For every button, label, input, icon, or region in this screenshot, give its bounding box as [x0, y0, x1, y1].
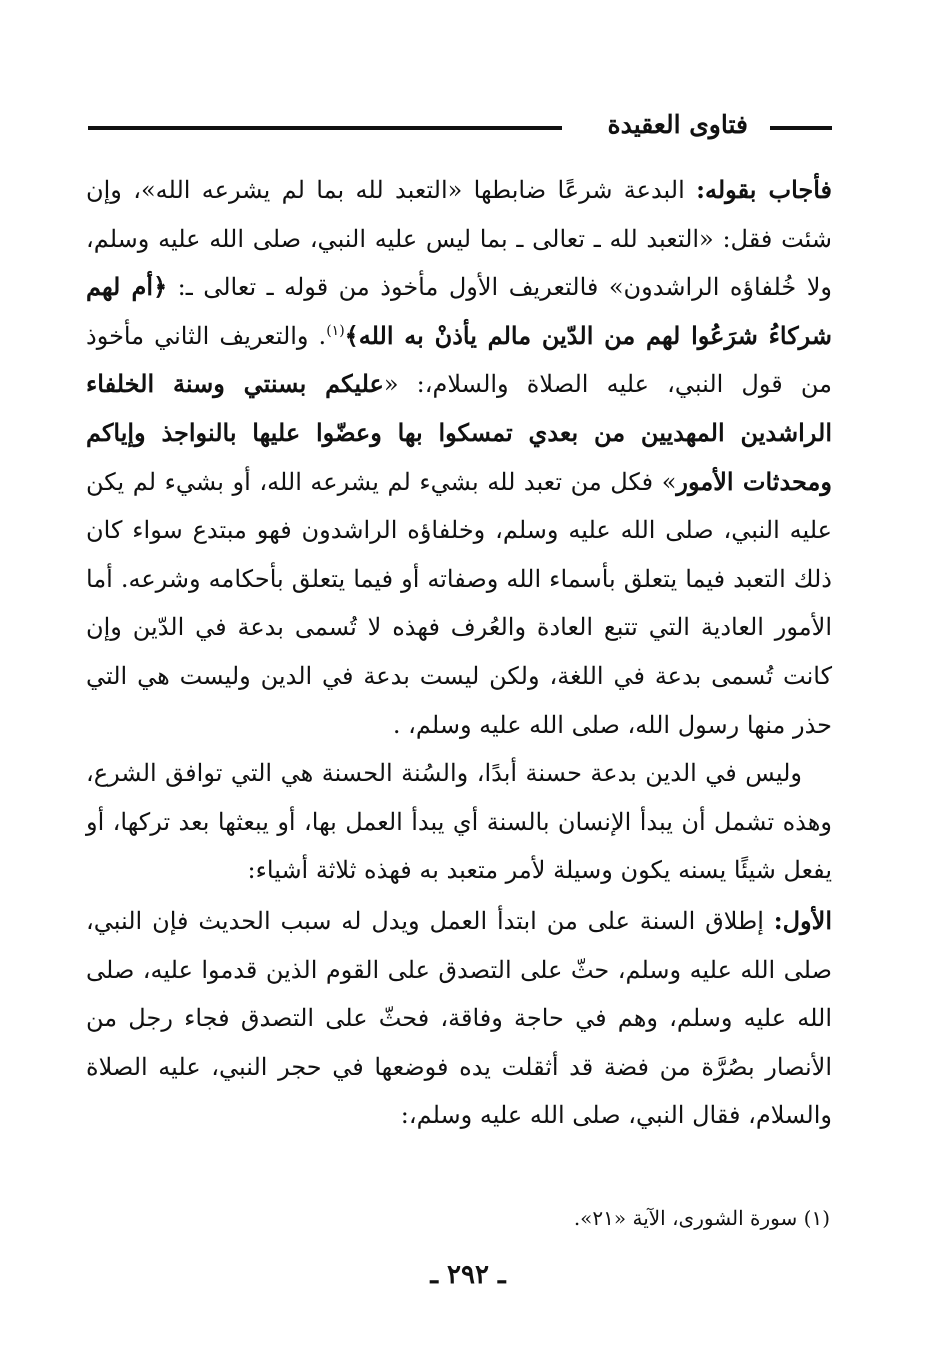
first-point-paragraph	[86, 897, 832, 1140]
footnote: (١) سورة الشورى، الآية «٢١».	[573, 1206, 830, 1230]
running-header	[88, 108, 832, 148]
header-rule-right	[770, 126, 832, 130]
answer-text: البدعة شرعًا ضابطها «التعبد لله بما لم يشرعه الله»، وإن شئت فقل: «التعبد لله ـ تعالى ـ بما ليس عليه النبي، صلى الله عليه وسلم، ولا خُلفاؤه الراشدون» فالتعريف الأول مأخوذ من قوله ـ تعالى ـ:	[86, 176, 832, 302]
hadith-quote: عليكم بسنتي وسنة الخلفاء الراشدين المهديين من بعدي تمسكوا بها وعضّوا عليها بالنواجذ وإياكم ومحدثات الأمور	[86, 369, 832, 496]
header-rule-left	[88, 126, 562, 130]
answer-label: فأجاب بقوله:	[696, 175, 832, 204]
first-point-label: الأول:	[773, 905, 832, 935]
answer-text-3: » فكل من تعبد لله بشيء لم يشرعه الله، أو بشيء لم يكن عليه النبي، صلى الله عليه وسلم، وخلفاؤه الراشدون فهو مبتدع سواء كان ذلك التعبد فيما يتعلق بأسماء الله وصفاته أو فيما يتعلق بأحكامه وشرعه. أما الأمور العادية التي تتبع العادة والعُرف فهذه لا تُسمى بدعة في الدّين وإن كانت تُسمى بدعة في اللغة، ولكن ليست بدعة في الدين وليست هي التي حذر منها رسول الله، صلى الله عليه وسلم، .	[86, 467, 832, 739]
answer-text-2: . والتعريف الثاني مأخوذ من قول النبي، عليه الصلاة والسلام،: «	[86, 321, 832, 399]
page-number: ـ ٢٩٢ ـ	[430, 1260, 506, 1290]
running-header-title: فتاوى العقيدة	[607, 110, 748, 139]
first-point-text: إطلاق السنة على من ابتدأ العمل ويدل له سبب الحديث فإن النبي، صلى الله عليه وسلم، حثّ على التصدق على القوم الذين قدموا عليه، صلى الله عليه وسلم، وهم في حاجة وفاقة، فحثّ على التصدق فجاء رجل من الأنصار بصُرَّة من فضة قد أثقلت يده فوضعها في حجر النبي، عليه الصلاة والسلام، فقال النبي، صلى الله عليه وسلم،:	[86, 906, 832, 1130]
quran-verse: ﴿أم لهم شركاءُ شرَعُوا لهم من الدّين مالم يأذنْ به الله﴾	[86, 272, 832, 350]
answer-paragraph	[86, 166, 832, 749]
footnote-ref: (١)	[326, 322, 345, 339]
good-sunnah-paragraph: وليس في الدين بدعة حسنة أبدًا، والسُنة الحسنة هي التي توافق الشرع، وهذه تشمل أن يبدأ الإنسان بالسنة أي يبدأ العمل بها، أو يبعثها بعد تركها، أو يفعل شيئًا يسنه يكون وسيلة لأمر متعبد به فهذه ثلاثة أشياء:	[86, 759, 832, 885]
main-text	[86, 166, 832, 1140]
